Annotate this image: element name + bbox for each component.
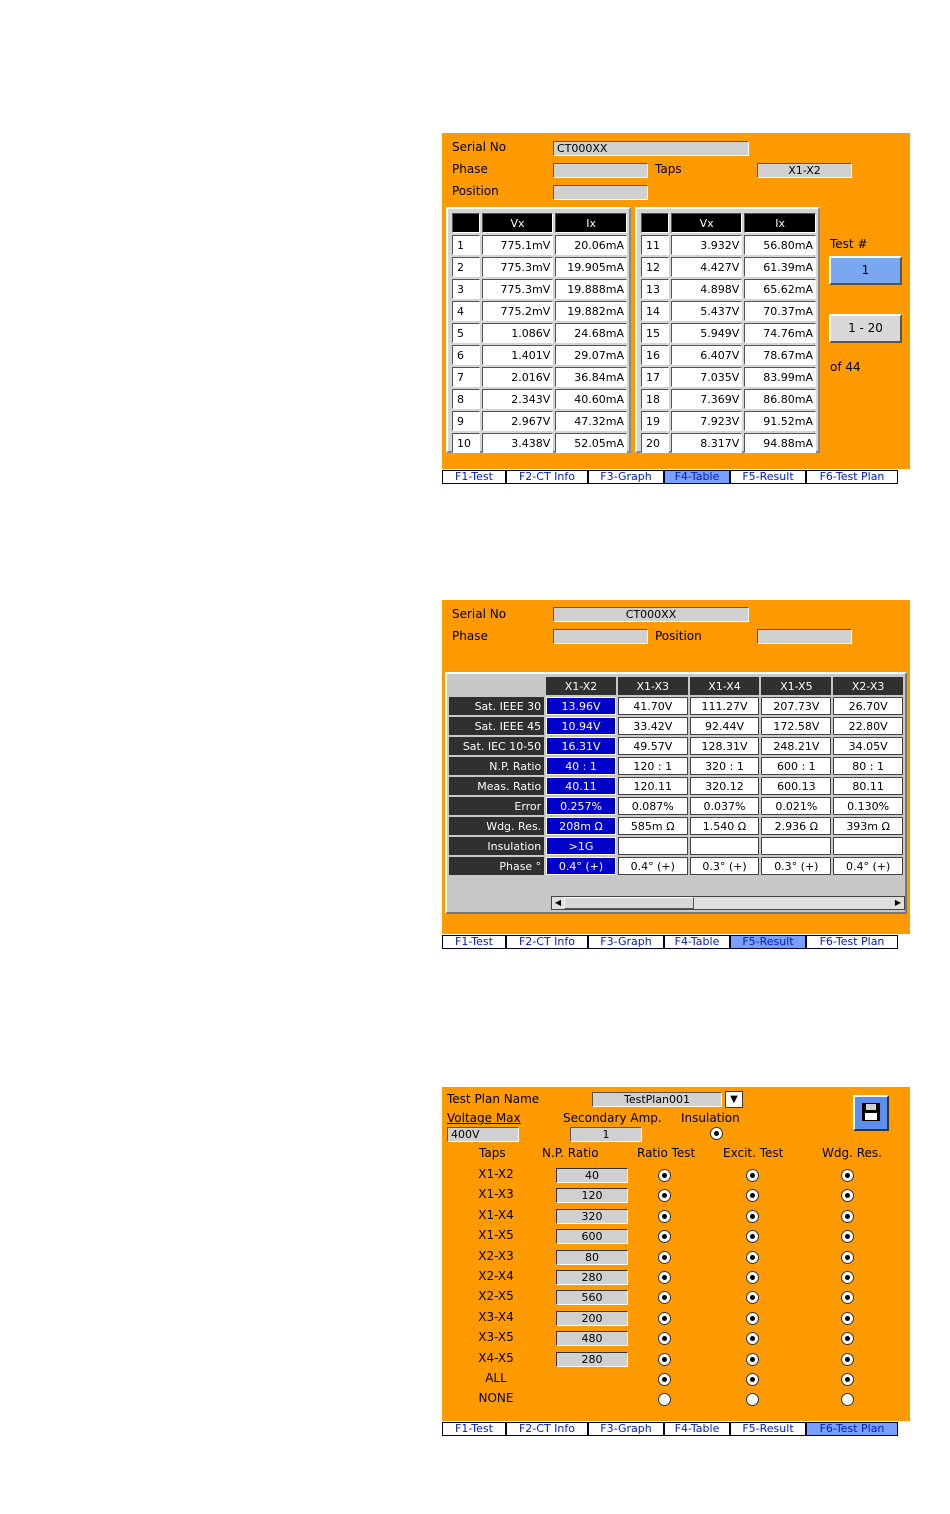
excit-test-radio[interactable]	[746, 1251, 759, 1264]
ix-cell: 70.37mA	[744, 301, 816, 321]
ix-cell: 19.882mA	[555, 301, 627, 321]
ratio-test-radio[interactable]	[658, 1332, 671, 1345]
ix-cell: 19.905mA	[555, 257, 627, 277]
table-row	[641, 301, 816, 321]
result-cell[interactable]: >1G	[546, 837, 616, 855]
result-cell[interactable]: 80 : 1	[833, 757, 903, 775]
wdg-res-radio[interactable]	[841, 1291, 854, 1304]
tap-label: X3-X4	[478, 1309, 514, 1324]
ratio-test-radio[interactable]	[658, 1230, 671, 1243]
table-row	[449, 717, 903, 735]
result-cell[interactable]: 10.94V	[546, 717, 616, 735]
table-row	[449, 757, 903, 775]
tap-label: X1-X3	[478, 1187, 514, 1202]
result-cell[interactable]: 92.44V	[690, 717, 760, 735]
wdg-res-radio[interactable]	[841, 1169, 854, 1182]
ix-cell: 24.68mA	[555, 323, 627, 343]
result-cell[interactable]: 33.42V	[618, 717, 688, 735]
result-cell[interactable]: 2.936 Ω	[761, 817, 831, 835]
np-ratio-field[interactable]: 480	[556, 1331, 628, 1346]
vx-cell: 1.086V	[482, 323, 553, 343]
scroll-thumb[interactable]	[564, 897, 694, 909]
result-cell[interactable]: 0.3° (+)	[761, 857, 831, 875]
result-cell[interactable]: 120.11	[618, 777, 688, 795]
ix-cell: 40.60mA	[555, 389, 627, 409]
table-row	[641, 257, 816, 277]
tap-label: X2-X4	[478, 1269, 514, 1283]
ratio-test-radio[interactable]	[658, 1271, 671, 1284]
table-row	[641, 279, 816, 299]
tap-label: X1-X4	[478, 1207, 514, 1222]
vx-cell: 5.437V	[671, 301, 742, 321]
vx-cell: 7.369V	[671, 389, 742, 409]
result-cell[interactable]: 207.73V	[761, 697, 831, 715]
result-cell[interactable]: 0.4° (+)	[833, 857, 903, 875]
tap-label: X2-X5	[478, 1289, 514, 1304]
np-ratio-field[interactable]: 40	[556, 1168, 628, 1183]
result-cell[interactable]: 0.4° (+)	[618, 857, 688, 875]
result-cell[interactable]: 585m Ω	[618, 817, 688, 835]
vx-cell: 775.3mV	[482, 257, 553, 277]
ix-cell: 86.80mA	[744, 389, 816, 409]
result-cell[interactable]: 600.13	[761, 777, 831, 795]
ix-cell: 91.52mA	[744, 411, 816, 431]
excit-test-header: Excit. Test	[723, 1146, 784, 1160]
vx-cell: 7.035V	[671, 367, 742, 387]
excit-test-radio[interactable]	[746, 1312, 759, 1325]
results-table	[445, 672, 907, 914]
tap-label: X3-X5	[478, 1330, 514, 1345]
readings-grid-right	[635, 207, 820, 453]
position-label: Position	[452, 184, 499, 198]
ratio-none-radio[interactable]	[658, 1393, 671, 1406]
result-cell[interactable]: 208m Ω	[546, 817, 616, 835]
vx-cell: 3.932V	[671, 235, 742, 255]
column-header-x1-x3[interactable]: X1-X3	[618, 677, 688, 695]
function-tab-bar	[442, 934, 910, 950]
test-number-field[interactable]: 1	[829, 256, 902, 285]
ix-cell: 52.05mA	[555, 433, 627, 453]
table-row	[449, 737, 903, 755]
result-cell[interactable]: 320 : 1	[690, 757, 760, 775]
excit-test-radio[interactable]	[746, 1353, 759, 1366]
table-row	[452, 235, 627, 255]
ratio-test-radio[interactable]	[658, 1251, 671, 1264]
np-ratio-header: N.P. Ratio	[542, 1146, 599, 1160]
row-header: Sat. IEC 10-50	[449, 737, 544, 755]
ratio-test-radio[interactable]	[658, 1210, 671, 1223]
index-cell: 12	[641, 257, 669, 277]
vx-cell: 1.401V	[482, 345, 553, 365]
table-row	[641, 323, 816, 343]
result-cell[interactable]: 0.4° (+)	[546, 857, 616, 875]
vx-header: Vx	[671, 213, 742, 233]
tab-f4-table[interactable]: F4-Table	[664, 1422, 730, 1436]
index-cell: 3	[452, 279, 480, 299]
result-cell[interactable]	[761, 837, 831, 855]
ratio-test-radio[interactable]	[658, 1353, 671, 1366]
result-cell[interactable]	[833, 837, 903, 855]
test-plan-screen	[442, 1087, 910, 1437]
tab-f2-ct-info[interactable]: F2-CT Info	[506, 1422, 588, 1436]
result-cell[interactable]: 172.58V	[761, 717, 831, 735]
wdg-res-radio[interactable]	[841, 1312, 854, 1325]
function-tab-bar	[442, 1421, 910, 1437]
taps-header: Taps	[479, 1146, 506, 1160]
result-cell[interactable]: 41.70V	[618, 697, 688, 715]
save-button[interactable]	[853, 1095, 889, 1131]
ix-cell: 20.06mA	[555, 235, 627, 255]
ratio-test-radio[interactable]	[658, 1312, 671, 1325]
result-cell[interactable]: 1.540 Ω	[690, 817, 760, 835]
tap-label: X2-X3	[478, 1248, 514, 1263]
plan-name-label: Test Plan Name	[447, 1092, 540, 1106]
wdg-res-radio[interactable]	[841, 1332, 854, 1345]
wdg-res-radio[interactable]	[841, 1353, 854, 1366]
ratio-test-header: Ratio Test	[637, 1146, 696, 1160]
index-header	[641, 213, 669, 233]
table-row	[449, 697, 903, 715]
wdg-res-radio[interactable]	[841, 1271, 854, 1284]
vx-cell: 7.923V	[671, 411, 742, 431]
tab-f1-test[interactable]: F1-Test	[442, 1422, 506, 1436]
table-row	[449, 837, 903, 855]
dropdown-arrow-icon[interactable]: ▼	[725, 1091, 743, 1108]
horizontal-scrollbar[interactable]	[551, 896, 905, 910]
readings-grid-left	[446, 207, 631, 453]
tab-f3-graph[interactable]: F3-Graph	[588, 470, 664, 484]
taps-field[interactable]: X1-X2	[757, 163, 852, 178]
result-cell[interactable]: 0.130%	[833, 797, 903, 815]
np-ratio-field[interactable]: 80	[556, 1250, 628, 1265]
table-row	[452, 411, 627, 431]
range-button[interactable]: 1 - 20	[829, 314, 902, 343]
index-cell: 15	[641, 323, 669, 343]
table-row	[452, 323, 627, 343]
vx-cell: 775.3mV	[482, 279, 553, 299]
index-cell: 16	[641, 345, 669, 365]
result-cell[interactable]: 80.11	[833, 777, 903, 795]
result-cell[interactable]: 600 : 1	[761, 757, 831, 775]
np-ratio-field[interactable]: 120	[556, 1188, 628, 1203]
voltage-max-label: Voltage Max	[447, 1111, 521, 1125]
ratio-test-radio[interactable]	[658, 1189, 671, 1202]
table-row	[449, 857, 903, 875]
ix-cell: 65.62mA	[744, 279, 816, 299]
ix-cell: 19.888mA	[555, 279, 627, 299]
phase-field[interactable]	[553, 163, 648, 178]
index-cell: 6	[452, 345, 480, 365]
ix-cell: 94.88mA	[744, 433, 816, 453]
result-cell[interactable]: 111.27V	[690, 697, 760, 715]
floppy-disk-icon	[862, 1103, 880, 1121]
wdg-all-radio[interactable]	[841, 1373, 854, 1386]
table-row	[452, 301, 627, 321]
serial-field[interactable]: CT000XX	[553, 607, 749, 622]
ix-cell: 83.99mA	[744, 367, 816, 387]
tab-f5-result[interactable]: F5-Result	[730, 935, 806, 949]
plan-name-field[interactable]: TestPlan001	[592, 1092, 722, 1107]
row-header: Error	[449, 797, 544, 815]
column-header-x1-x5[interactable]: X1-X5	[761, 677, 831, 695]
serial-field[interactable]: CT000XX	[553, 141, 749, 156]
result-cell[interactable]: 26.70V	[833, 697, 903, 715]
result-cell[interactable]: 13.96V	[546, 697, 616, 715]
column-header-x1-x2[interactable]: X1-X2	[546, 677, 616, 695]
vx-cell: 5.949V	[671, 323, 742, 343]
row-header: Insulation	[449, 837, 544, 855]
ix-cell: 74.76mA	[744, 323, 816, 343]
result-cell[interactable]: 22.80V	[833, 717, 903, 735]
result-cell[interactable]: 40.11	[546, 777, 616, 795]
result-cell[interactable]	[618, 837, 688, 855]
tab-f5-result[interactable]: F5-Result	[730, 470, 806, 484]
row-header: Sat. IEEE 45	[449, 717, 544, 735]
index-cell: 5	[452, 323, 480, 343]
np-ratio-field[interactable]: 280	[556, 1270, 628, 1285]
excit-test-radio[interactable]	[746, 1230, 759, 1243]
serial-label: Serial No	[452, 140, 507, 154]
corner-cell	[449, 677, 544, 695]
scroll-left-icon[interactable]: ◀	[554, 898, 562, 907]
table-row	[641, 235, 816, 255]
ix-cell: 47.32mA	[555, 411, 627, 431]
index-cell: 13	[641, 279, 669, 299]
index-cell: 20	[641, 433, 669, 453]
vx-header: Vx	[482, 213, 553, 233]
index-header	[452, 213, 480, 233]
ratio-test-radio[interactable]	[658, 1169, 671, 1182]
column-header-x1-x4[interactable]: X1-X4	[690, 677, 760, 695]
vx-cell: 4.427V	[671, 257, 742, 277]
result-cell[interactable]: 0.021%	[761, 797, 831, 815]
excit-test-radio[interactable]	[746, 1189, 759, 1202]
np-ratio-field[interactable]: 200	[556, 1311, 628, 1326]
vx-cell: 3.438V	[482, 433, 553, 453]
wdg-res-radio[interactable]	[841, 1210, 854, 1223]
tab-f3-graph[interactable]: F3-Graph	[588, 1422, 664, 1436]
test-number-label: Test #	[830, 237, 868, 251]
phase-label: Phase	[452, 629, 488, 643]
index-cell: 14	[641, 301, 669, 321]
table-row	[449, 797, 903, 815]
table-row	[641, 411, 816, 431]
excit-none-radio[interactable]	[746, 1393, 759, 1406]
ix-cell: 61.39mA	[744, 257, 816, 277]
ix-cell: 29.07mA	[555, 345, 627, 365]
table-row	[452, 345, 627, 365]
none-label: NONE	[478, 1391, 514, 1406]
table-row	[452, 433, 627, 453]
wdg-none-radio[interactable]	[841, 1393, 854, 1406]
result-cell[interactable]: 393m Ω	[833, 817, 903, 835]
ix-header: Ix	[555, 213, 627, 233]
wdg-res-header: Wdg. Res.	[822, 1146, 882, 1160]
excit-test-radio[interactable]	[746, 1210, 759, 1223]
insulation-label: Insulation	[681, 1111, 740, 1125]
ix-cell: 78.67mA	[744, 345, 816, 365]
tab-f4-table[interactable]: F4-Table	[664, 935, 730, 949]
table-row	[452, 367, 627, 387]
taps-label: Taps	[655, 162, 682, 176]
wdg-res-radio[interactable]	[841, 1251, 854, 1264]
result-cell[interactable]: 120 : 1	[618, 757, 688, 775]
table-row	[449, 777, 903, 795]
column-header-x2-x3[interactable]: X2-X3	[833, 677, 903, 695]
tab-f4-table[interactable]: F4-Table	[664, 470, 730, 484]
index-cell: 18	[641, 389, 669, 409]
row-header: Sat. IEEE 30	[449, 697, 544, 715]
result-cell[interactable]: 0.087%	[618, 797, 688, 815]
row-header: Phase °	[449, 857, 544, 875]
result-screen	[442, 600, 910, 950]
phase-label: Phase	[452, 162, 488, 176]
index-cell: 2	[452, 257, 480, 277]
index-cell: 10	[452, 433, 480, 453]
np-ratio-field[interactable]: 560	[556, 1290, 628, 1305]
tab-f6-test-plan[interactable]: F6-Test Plan	[806, 1422, 898, 1436]
position-label: Position	[655, 629, 702, 643]
vx-cell: 4.898V	[671, 279, 742, 299]
table-row	[641, 433, 816, 453]
wdg-res-radio[interactable]	[841, 1230, 854, 1243]
tab-f6-test-plan[interactable]: F6-Test Plan	[806, 935, 898, 949]
result-cell[interactable]: 34.05V	[833, 737, 903, 755]
np-ratio-field[interactable]: 280	[556, 1352, 628, 1367]
all-label: ALL	[485, 1371, 507, 1385]
tab-f6-test-plan[interactable]: F6-Test Plan	[806, 470, 898, 484]
tap-label: X1-X5	[478, 1228, 514, 1243]
result-cell[interactable]: 40 : 1	[546, 757, 616, 775]
ix-header: Ix	[744, 213, 816, 233]
index-cell: 19	[641, 411, 669, 431]
result-cell[interactable]: 248.21V	[761, 737, 831, 755]
phase-field[interactable]	[553, 629, 648, 644]
result-cell[interactable]: 0.257%	[546, 797, 616, 815]
row-header: Meas. Ratio	[449, 777, 544, 795]
table-row	[452, 279, 627, 299]
index-cell: 4	[452, 301, 480, 321]
scroll-right-icon[interactable]: ▶	[894, 898, 902, 907]
vx-cell: 6.407V	[671, 345, 742, 365]
table-row	[641, 367, 816, 387]
row-header: Wdg. Res.	[449, 817, 544, 835]
wdg-res-radio[interactable]	[841, 1189, 854, 1202]
vx-cell: 775.1mV	[482, 235, 553, 255]
ix-cell: 56.80mA	[744, 235, 816, 255]
excit-test-radio[interactable]	[746, 1291, 759, 1304]
ratio-test-radio[interactable]	[658, 1291, 671, 1304]
tab-f2-ct-info[interactable]: F2-CT Info	[506, 470, 588, 484]
index-cell: 7	[452, 367, 480, 387]
table-row	[641, 389, 816, 409]
tab-f1-test[interactable]: F1-Test	[442, 470, 506, 484]
np-ratio-field[interactable]: 600	[556, 1229, 628, 1244]
tap-label: X1-X2	[478, 1167, 514, 1181]
np-ratio-field[interactable]: 320	[556, 1209, 628, 1224]
result-cell[interactable]: 128.31V	[690, 737, 760, 755]
tap-label: X4-X5	[478, 1350, 514, 1365]
result-cell[interactable]: 16.31V	[546, 737, 616, 755]
voltage-max-field[interactable]: 400V	[447, 1127, 519, 1142]
result-cell[interactable]	[690, 837, 760, 855]
table-row	[641, 345, 816, 365]
tab-f3-graph[interactable]: F3-Graph	[588, 935, 664, 949]
table-screen	[442, 133, 910, 485]
insulation-radio[interactable]	[710, 1127, 723, 1140]
table-row	[452, 389, 627, 409]
index-cell: 1	[452, 235, 480, 255]
table-row	[452, 257, 627, 277]
vx-cell: 775.2mV	[482, 301, 553, 321]
index-cell: 17	[641, 367, 669, 387]
result-cell[interactable]: 0.037%	[690, 797, 760, 815]
index-cell: 9	[452, 411, 480, 431]
row-header: N.P. Ratio	[449, 757, 544, 775]
total-count-label: of 44	[830, 360, 861, 374]
table-row	[449, 817, 903, 835]
index-cell: 11	[641, 235, 669, 255]
index-cell: 8	[452, 389, 480, 409]
result-cell[interactable]: 320.12	[690, 777, 760, 795]
excit-test-radio[interactable]	[746, 1332, 759, 1345]
tab-f2-ct-info[interactable]: F2-CT Info	[506, 935, 588, 949]
ix-cell: 36.84mA	[555, 367, 627, 387]
vx-cell: 2.343V	[482, 389, 553, 409]
excit-test-radio[interactable]	[746, 1271, 759, 1284]
result-cell[interactable]: 0.3° (+)	[690, 857, 760, 875]
excit-all-radio[interactable]	[746, 1373, 759, 1386]
excit-test-radio[interactable]	[746, 1169, 759, 1182]
ratio-all-radio[interactable]	[658, 1373, 671, 1386]
tab-f5-result[interactable]: F5-Result	[730, 1422, 806, 1436]
tab-f1-test[interactable]: F1-Test	[442, 935, 506, 949]
vx-cell: 8.317V	[671, 433, 742, 453]
secondary-amp-field[interactable]: 1	[570, 1127, 642, 1142]
position-field[interactable]	[553, 185, 648, 200]
vx-cell: 2.967V	[482, 411, 553, 431]
vx-cell: 2.016V	[482, 367, 553, 387]
result-cell[interactable]: 49.57V	[618, 737, 688, 755]
function-tab-bar	[442, 469, 910, 485]
position-field[interactable]	[757, 629, 852, 644]
serial-label: Serial No	[452, 607, 507, 621]
secondary-amp-label: Secondary Amp.	[563, 1111, 662, 1125]
